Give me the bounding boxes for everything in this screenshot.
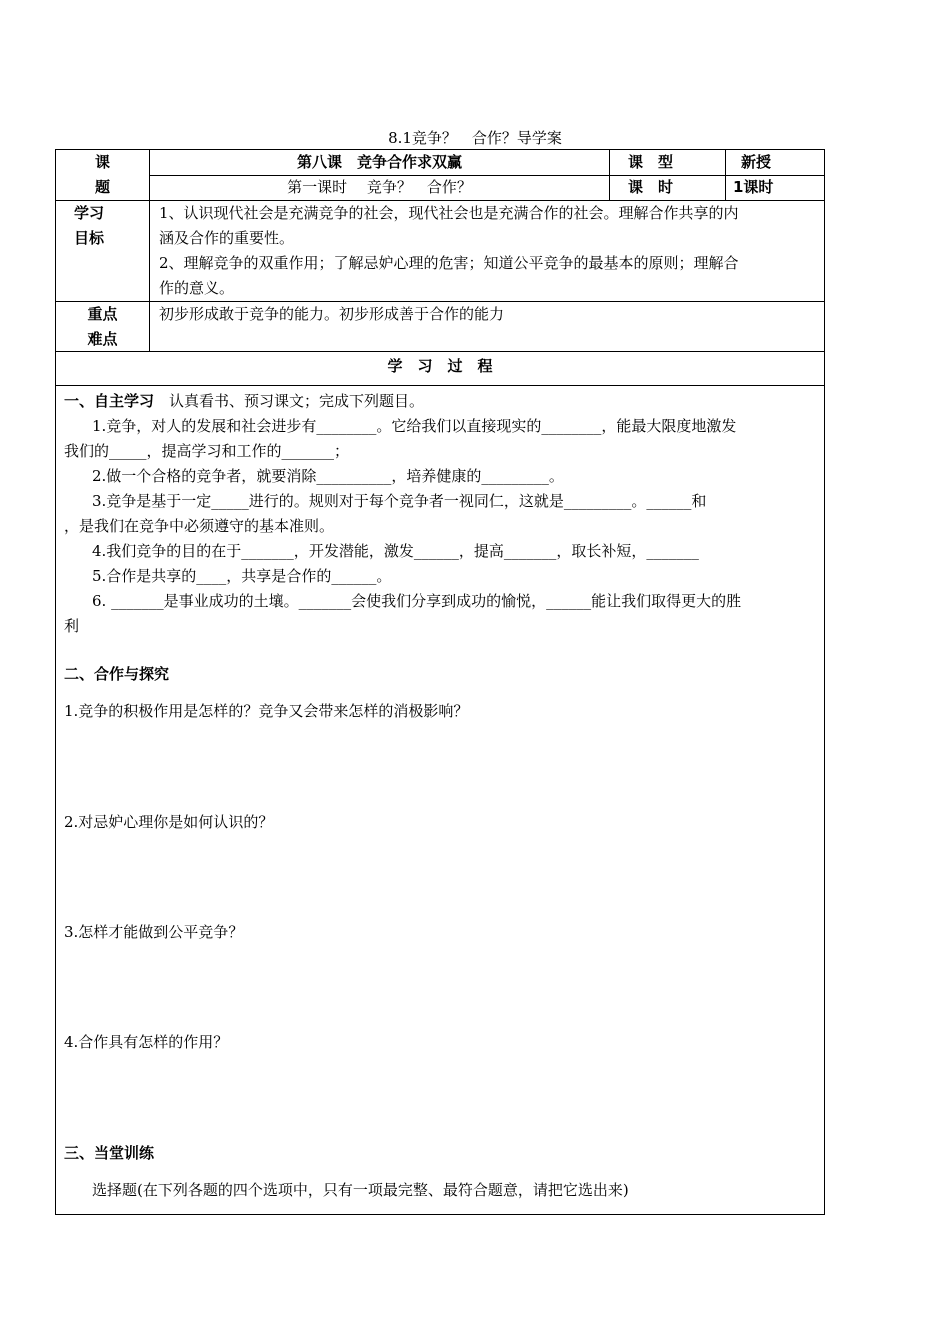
s1-question-4: 4.我们竞争的目的在于_______，开发潜能，激发______，提高_______，取长补短，_______ — [92, 542, 699, 560]
column-divider — [725, 149, 726, 200]
section1-intro: 认真看书、预习课文；完成下列题目。 — [154, 392, 425, 410]
lesson-title-text: 第八课 竞争合作求双赢 — [296, 153, 462, 171]
goals-label-2: 目标 — [74, 229, 105, 247]
s1-question-3a: 3.竞争是基于一定_____进行的。规则对于每个竞争者一视同仁，这就是_________。______和 — [92, 492, 707, 510]
class-type-label: 课 型 — [628, 153, 674, 171]
s1-question-1b: 我们的_____，提高学习和工作的_______； — [64, 442, 350, 460]
s1-question-2: 2.做一个合格的竞争者，就要消除__________，培养健康的_________。 — [92, 467, 564, 485]
goals-line-1: 1、认识现代社会是充满竞争的社会，现代社会也是充满合作的社会。理解合作共享的内 — [159, 204, 739, 222]
key-points-content: 初步形成敢于竞争的能力。初步形成善于合作的能力 — [159, 305, 505, 323]
document-title: 8.1竞争？ 合作？导学案 — [388, 129, 562, 147]
key-points-label-2: 难点 — [87, 330, 118, 348]
class-hours-value: 1课时 — [733, 178, 774, 196]
s1-question-1a: 1.竞争，对人的发展和社会进步有________。它给我们以直接现实的________，能最大限度地激发 — [92, 417, 737, 435]
section2-heading: 二、合作与探究 — [64, 665, 170, 683]
goals-line-3: 2、理解竞争的双重作用；了解忌妒心理的危害；知道公平竞争的最基本的原则；理解合 — [159, 254, 739, 272]
s1-question-6a: 6. _______是事业成功的土壤。_______会使我们分享到成功的愉悦，______能让我们取得更大的胜 — [92, 592, 742, 610]
s2-question-1: 1.竞争的积极作用是怎样的？竞争又会带来怎样的消极影响？ — [64, 702, 469, 720]
goals-label-1: 学习 — [74, 204, 105, 222]
s2-question-2: 2.对忌妒心理你是如何认识的？ — [64, 813, 274, 831]
topic-label-2: 题 — [94, 178, 110, 196]
class-hours-label: 课 时 — [628, 178, 674, 196]
goals-line-2: 涵及合作的重要性。 — [159, 229, 295, 247]
row-divider — [55, 385, 825, 386]
lesson-subtitle: 第一课时 竞争？ 合作？ — [287, 178, 472, 196]
s2-question-3: 3.怎样才能做到公平竞争？ — [64, 923, 244, 941]
lesson-title — [150, 150, 609, 175]
s1-question-3b: ，是我们在竞争中必须遵守的基本准则。 — [64, 517, 335, 535]
s2-question-4: 4.合作具有怎样的作用？ — [64, 1033, 229, 1051]
topic-label-1: 课 — [94, 153, 110, 171]
key-points-label-1: 重点 — [87, 305, 118, 323]
row-divider — [55, 351, 825, 352]
section1-header — [64, 389, 816, 414]
process-title: 学 习 过 程 — [387, 357, 493, 375]
s1-question-5: 5.合作是共享的____，共享是合作的______。 — [92, 567, 392, 585]
s3-intro: 选择题(在下列各题的四个选项中，只有一项最完整、最符合题意，请把它选出来) — [92, 1181, 629, 1199]
s1-question-6b: 利 — [64, 617, 80, 635]
section1-heading: 一、自主学习 — [64, 392, 155, 410]
class-type-value: 新授 — [741, 153, 772, 171]
goals-line-4: 作的意义。 — [159, 279, 235, 297]
column-divider — [609, 149, 610, 200]
section3-heading: 三、当堂训练 — [64, 1144, 155, 1162]
